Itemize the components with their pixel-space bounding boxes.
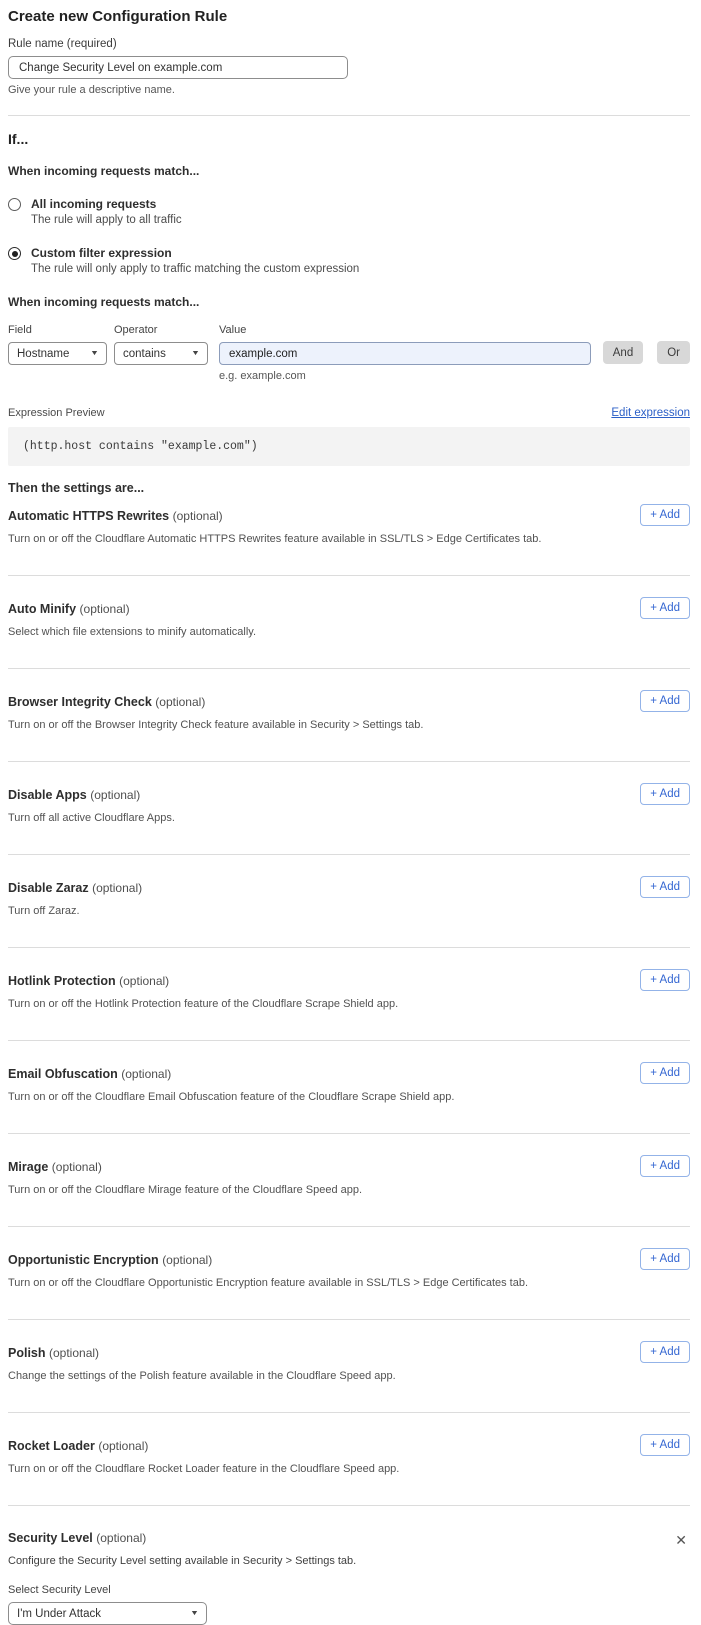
optional-label: (optional) [121, 1067, 172, 1081]
optional-label: (optional) [90, 788, 141, 802]
optional-label: (optional) [172, 509, 223, 523]
setting-rocket-loader [8, 1413, 690, 1506]
radio-all-incoming-requests[interactable] [8, 197, 690, 226]
optional-label: (optional) [119, 974, 170, 988]
radio-description: The rule will apply to all traffic [31, 214, 182, 226]
setting-email-obfuscation [8, 1041, 690, 1134]
optional-label: (optional) [49, 1346, 100, 1360]
optional-label: (optional) [162, 1253, 213, 1267]
operator-select[interactable] [114, 342, 208, 365]
add-button[interactable]: + Add [640, 504, 690, 526]
optional-label: (optional) [98, 1439, 149, 1453]
add-button[interactable]: + Add [640, 969, 690, 991]
and-button[interactable]: And [603, 341, 643, 364]
rule-name-section [8, 38, 690, 116]
rule-name-helper: Give your rule a descriptive name. [8, 84, 175, 96]
add-button[interactable]: + Add [640, 1062, 690, 1084]
rule-name-label: Rule name (required) [8, 38, 117, 50]
incoming-requests-match-heading: When incoming requests match... [8, 164, 200, 178]
setting-description: Turn off Zaraz. [8, 905, 80, 917]
setting-polish [8, 1320, 690, 1413]
setting-title: Auto Minify [8, 602, 77, 616]
radio-label: Custom filter expression [31, 246, 172, 260]
setting-title: Disable Apps [8, 788, 87, 802]
setting-description: Change the settings of the Polish feature available in the Cloudflare Speed app. [8, 1370, 396, 1382]
settings-list [8, 495, 690, 1506]
operator-select-value: contains [123, 347, 166, 360]
setting-title: Browser Integrity Check [8, 695, 152, 709]
setting-title: Security Level [8, 1531, 93, 1545]
radio-dot [12, 202, 18, 208]
setting-title: Automatic HTTPS Rewrites [8, 509, 170, 523]
setting-description: Turn on or off the Cloudflare Automatic HTTPS Rewrites feature available in SSL/TLS > Edge Certificates tab. [8, 533, 542, 545]
value-helper: e.g. example.com [219, 370, 306, 382]
setting-title: Hotlink Protection [8, 974, 116, 988]
security-level-select[interactable] [8, 1602, 207, 1625]
expression-builder-row [8, 324, 690, 382]
value-label: Value [219, 324, 247, 336]
setting-description: Turn on or off the Cloudflare Rocket Loader feature in the Cloudflare Speed app. [8, 1463, 400, 1475]
setting-description: Turn on or off the Cloudflare Email Obfuscation feature of the Cloudflare Scrape Shield app. [8, 1091, 455, 1103]
setting-title: Polish [8, 1346, 46, 1360]
or-button[interactable]: Or [657, 341, 690, 364]
if-heading: If... [8, 131, 29, 147]
add-button[interactable]: + Add [640, 1155, 690, 1177]
add-button[interactable]: + Add [640, 690, 690, 712]
add-button[interactable]: + Add [640, 783, 690, 805]
field-label: Field [8, 324, 32, 336]
radio-dot [12, 251, 18, 257]
operator-label: Operator [114, 324, 158, 336]
security-level-select-value: I'm Under Attack [17, 1607, 102, 1620]
radio-button-icon[interactable] [8, 198, 21, 211]
setting-title: Mirage [8, 1160, 49, 1174]
setting-description: Turn on or off the Cloudflare Mirage feature of the Cloudflare Speed app. [8, 1184, 363, 1196]
setting-disable-zaraz [8, 855, 690, 948]
expression-preview-code: (http.host contains "example.com") [8, 427, 690, 466]
setting-title: Disable Zaraz [8, 881, 89, 895]
setting-disable-apps [8, 762, 690, 855]
optional-label: (optional) [79, 602, 130, 616]
field-select-value: Hostname [17, 347, 70, 360]
setting-auto-minify [8, 576, 690, 669]
add-button[interactable]: + Add [640, 1248, 690, 1270]
request-match-radio-group [8, 197, 690, 275]
radio-description: The rule will only apply to traffic matching the custom expression [31, 263, 360, 275]
setting-title: Opportunistic Encryption [8, 1253, 159, 1267]
chevron-down-icon: ▼ [190, 1610, 200, 1617]
rule-name-input[interactable] [8, 56, 348, 79]
setting-browser-integrity-check [8, 669, 690, 762]
optional-label: (optional) [92, 881, 143, 895]
setting-opportunistic-encryption [8, 1227, 690, 1320]
add-button[interactable]: + Add [640, 1434, 690, 1456]
chevron-down-icon: ▼ [191, 350, 201, 357]
radio-custom-filter-expression[interactable] [8, 246, 690, 275]
add-button[interactable]: + Add [640, 597, 690, 619]
select-security-level-label: Select Security Level [8, 1584, 111, 1596]
setting-security-level [8, 1506, 690, 1625]
page-title: Create new Configuration Rule [8, 8, 228, 25]
setting-description: Select which file extensions to minify automatically. [8, 626, 257, 638]
setting-description: Turn on or off the Hotlink Protection feature of the Cloudflare Scrape Shield app. [8, 998, 399, 1010]
add-button[interactable]: + Add [640, 1341, 690, 1363]
optional-label: (optional) [96, 1531, 147, 1545]
chevron-down-icon: ▼ [90, 350, 100, 357]
add-button[interactable]: + Add [640, 876, 690, 898]
setting-description: Turn off all active Cloudflare Apps. [8, 812, 175, 824]
setting-description: Turn on or off the Cloudflare Opportunistic Encryption feature available in SSL/TLS > Edge Certificates tab. [8, 1277, 529, 1289]
then-settings-heading: Then the settings are... [8, 481, 145, 495]
setting-automatic-https-rewrites [8, 495, 690, 576]
setting-mirage [8, 1134, 690, 1227]
field-select[interactable] [8, 342, 107, 365]
setting-hotlink-protection [8, 948, 690, 1041]
radio-label: All incoming requests [31, 197, 157, 211]
setting-description: Turn on or off the Browser Integrity Check feature available in Security > Settings tab. [8, 719, 424, 731]
expression-preview-label: Expression Preview [8, 407, 105, 419]
setting-title: Rocket Loader [8, 1439, 95, 1453]
close-icon[interactable]: ✕ [675, 1532, 687, 1548]
edit-expression-link[interactable]: Edit expression [611, 407, 690, 419]
setting-title: Email Obfuscation [8, 1067, 118, 1081]
optional-label: (optional) [51, 1160, 102, 1174]
expression-preview-header [8, 407, 690, 419]
value-input[interactable] [219, 342, 591, 365]
filter-builder-heading: When incoming requests match... [8, 295, 200, 309]
optional-label: (optional) [155, 695, 206, 709]
security-level-description: Configure the Security Level setting available in Security > Settings tab. [8, 1555, 357, 1567]
radio-button-icon[interactable] [8, 247, 21, 260]
